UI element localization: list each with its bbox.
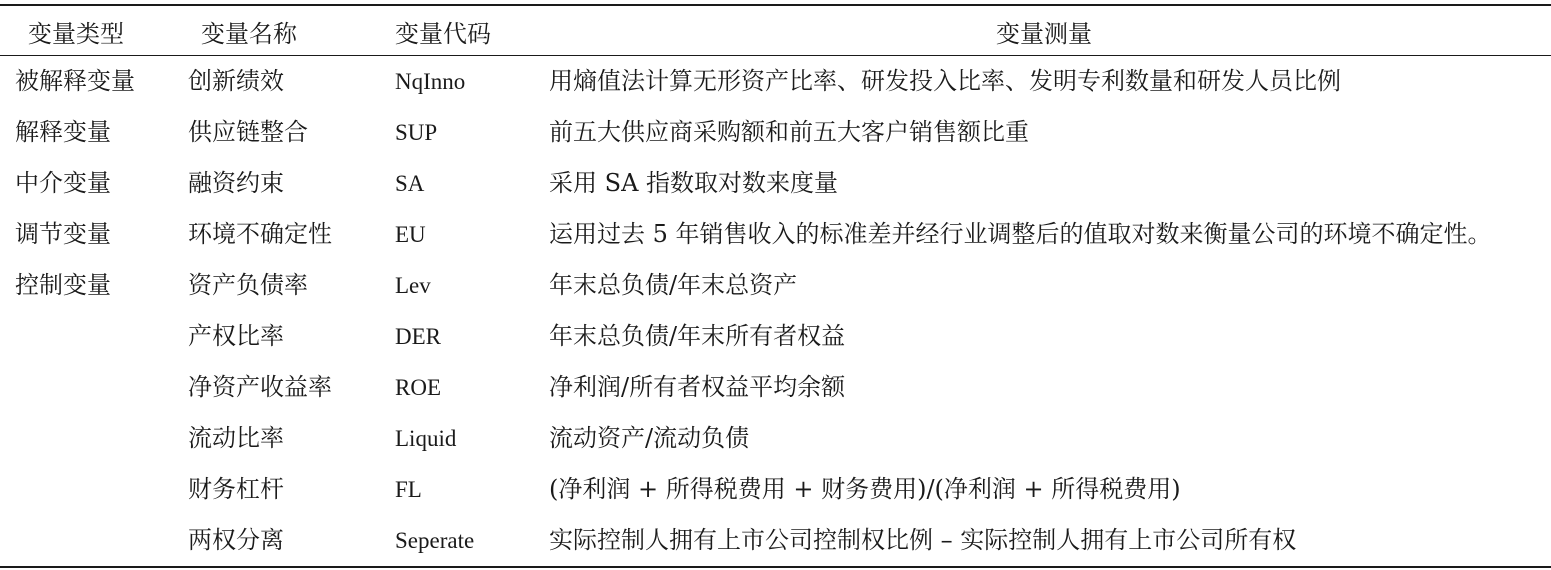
table-row [0, 362, 1551, 413]
variable-code-cell: FL [395, 477, 422, 502]
variable-measure-cell: (净利润 + 所得税费用 + 财务费用)/(净利润 + 所得税费用) [549, 475, 1181, 503]
variable-name-cell: 供应链整合 [188, 118, 308, 146]
variable-measure-cell: 前五大供应商采购额和前五大客户销售额比重 [549, 118, 1029, 146]
variable-name-cell: 创新绩效 [188, 67, 284, 95]
variable-name-cell: 资产负债率 [188, 271, 308, 299]
variable-measure-cell: 采用 SA 指数取对数来度量 [549, 169, 839, 197]
variable-name-cell: 融资约束 [188, 169, 284, 197]
variable-name-cell: 财务杠杆 [188, 475, 284, 503]
variable-code-cell: ROE [395, 375, 441, 400]
table-row [0, 158, 1551, 209]
variable-name-cell: 流动比率 [188, 424, 284, 452]
header-variable-code: 变量代码 [395, 20, 491, 48]
variable-type-cell: 被解释变量 [15, 67, 135, 95]
variable-code-cell: Lev [395, 273, 431, 298]
variable-code-cell: EU [395, 222, 426, 247]
variable-code-cell: NqInno [395, 69, 466, 94]
variable-name-cell: 两权分离 [188, 526, 284, 554]
header-variable-type: 变量类型 [28, 20, 124, 48]
header-variable-measure: 变量测量 [996, 20, 1092, 48]
variable-name-cell: 产权比率 [188, 322, 284, 350]
table-row [0, 413, 1551, 464]
variable-measure-cell: 年末总负债/年末所有者权益 [549, 322, 846, 350]
table-row [0, 107, 1551, 158]
variable-code-cell: Liquid [395, 426, 457, 451]
table-row [0, 56, 1551, 107]
table-header-row [0, 4, 1551, 55]
variable-type-cell: 控制变量 [15, 271, 111, 299]
header-variable-name: 变量名称 [201, 20, 297, 48]
variable-measure-cell: 实际控制人拥有上市公司控制权比例 – 实际控制人拥有上市公司所有权 [549, 526, 1297, 554]
variable-type-cell: 中介变量 [15, 169, 111, 197]
variable-type-cell: 解释变量 [15, 118, 111, 146]
table-bottom-rule [0, 566, 1551, 568]
variable-name-cell: 净资产收益率 [188, 373, 332, 401]
variable-code-cell: Seperate [395, 528, 475, 553]
variable-name-cell: 环境不确定性 [188, 220, 332, 248]
variable-measure-cell: 运用过去 5 年销售收入的标准差并经行业调整后的值取对数来衡量公司的环境不确定性。 [549, 220, 1492, 248]
variable-code-cell: SA [395, 171, 425, 196]
table-row [0, 311, 1551, 362]
table-row [0, 209, 1551, 260]
variable-code-cell: DER [395, 324, 441, 349]
variable-measure-cell: 流动资产/流动负债 [549, 424, 750, 452]
variable-type-cell: 调节变量 [15, 220, 111, 248]
table-row [0, 464, 1551, 515]
variable-measure-cell: 净利润/所有者权益平均余额 [549, 373, 846, 401]
table-row [0, 515, 1551, 566]
table-row [0, 260, 1551, 311]
variable-code-cell: SUP [395, 120, 438, 145]
variable-measure-cell: 用熵值法计算无形资产比率、研发投入比率、发明专利数量和研发人员比例 [549, 67, 1341, 95]
variable-measure-cell: 年末总负债/年末总资产 [549, 271, 798, 299]
